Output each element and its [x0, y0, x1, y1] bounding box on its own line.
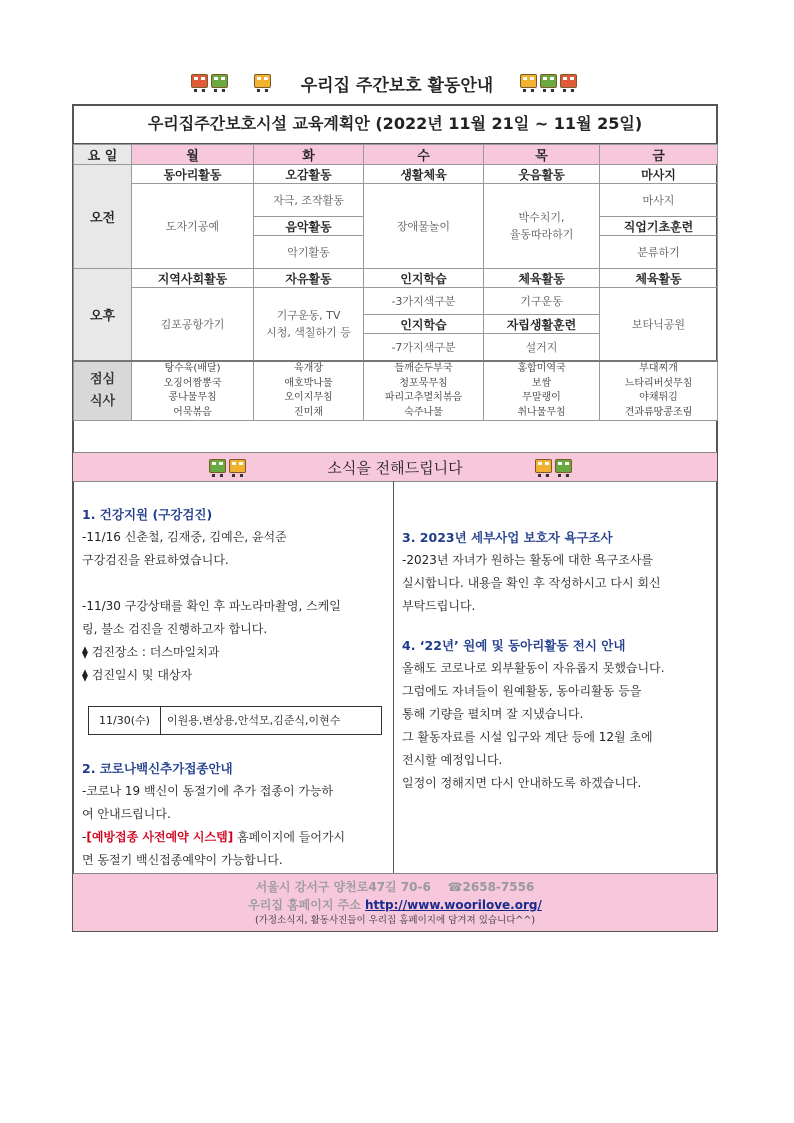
- page-title: 우리집 주간보호 활동안내: [300, 76, 494, 96]
- menu-item: 오이지무침: [284, 392, 333, 403]
- menu-item: 홍합미역국: [517, 363, 566, 374]
- paragraph-line: 올해도 코로나로 외부활동이 자유롭지 못했습니다.: [402, 661, 665, 675]
- activity-detail: -7가지색구분: [364, 334, 484, 362]
- paragraph-line: 일정이 정해지면 다시 안내하도록 하겠습니다.: [402, 776, 642, 790]
- menu-item: 무말랭이: [522, 392, 561, 403]
- paragraph-line: 여 안내드립니다.: [82, 807, 171, 821]
- day-tue: 화: [254, 145, 364, 165]
- lunch-menu-mon: [132, 361, 254, 421]
- activity-title: 자유활동: [254, 269, 364, 288]
- menu-item: 파리고추멸치볶음: [384, 392, 463, 403]
- menu-item: 들깨순두부국: [394, 363, 453, 374]
- activity-title: 오감활동: [254, 165, 364, 184]
- bullet-item: ⧫ 검진장소 : 더스마일치과: [82, 645, 220, 659]
- menu-item: 야채튀김: [639, 392, 678, 403]
- activity-detail: 도자기공예: [132, 184, 254, 269]
- day-mon: 월: [132, 145, 254, 165]
- menu-item: 부대찌개: [639, 363, 678, 374]
- activity-title: 인지학습: [364, 315, 484, 334]
- activity-title: 자립생활훈련: [484, 315, 600, 334]
- homepage-label: 우리집 홈페이지 주소: [248, 898, 361, 912]
- text-rest: 홈페이지에 들어가시: [233, 830, 346, 844]
- day-label: 요 일: [74, 145, 132, 165]
- train-icon: [535, 459, 572, 473]
- menu-item: 느타리버섯무침: [624, 377, 693, 389]
- activity-title: 생활체육: [364, 165, 484, 184]
- checkup-table: [88, 706, 382, 735]
- lunch-label-line: 점심: [89, 372, 116, 387]
- news-bar: [73, 452, 717, 482]
- lunch-label: [74, 361, 132, 421]
- paragraph-line: 링, 불소 검진을 진행하고자 합니다.: [82, 622, 268, 636]
- menu-item: 숙주나물: [404, 406, 443, 418]
- menu-item: 취나물무침: [517, 406, 566, 418]
- afternoon-label: 오후: [74, 269, 132, 362]
- lunch-menu-wed: [364, 361, 484, 421]
- section-heading: 1. 건강지원 (구강검진): [82, 507, 213, 522]
- activity-detail: 보타닉공원: [600, 288, 718, 362]
- paragraph-line: 그럼에도 자녀들이 원예활동, 동아리활동 등을: [402, 684, 642, 698]
- paragraph-line: 실시합니다. 내용을 확인 후 작성하시고 다시 회신: [402, 576, 661, 590]
- train-icon: [520, 74, 577, 88]
- activity-title: 웃음활동: [484, 165, 600, 184]
- section-heading: 2. 코로나백신추가접종안내: [82, 761, 233, 776]
- address: 서울시 강서구 양천로47길 70-6: [255, 880, 431, 894]
- paragraph-line: -11/30 구강상태를 확인 후 파노라마촬영, 스케일: [82, 599, 341, 613]
- activity-detail: 기구운동: [484, 288, 600, 315]
- menu-item: 애호박나물: [284, 377, 333, 389]
- activity-detail: [254, 288, 364, 362]
- activity-title: 체육활동: [484, 269, 600, 288]
- activity-detail: 자극, 조작활동: [254, 184, 364, 217]
- menu-item: 보쌈: [531, 377, 552, 389]
- lunch-menu-tue: [254, 361, 364, 421]
- activity-detail: [484, 184, 600, 269]
- menu-item: 탕수육(배달): [164, 363, 221, 374]
- paragraph-line: 구강검진을 완료하였습니다.: [82, 553, 229, 567]
- news-left-column: [82, 503, 388, 687]
- footer-homepage-line: [73, 896, 717, 914]
- day-wed: 수: [364, 145, 484, 165]
- paragraph-line: -2023년 자녀가 원하는 활동에 대한 욕구조사를: [402, 553, 654, 567]
- reservation-system-label: [예방접종 사전예약 시스템]: [86, 830, 234, 844]
- news-title: 소식을 전해드립니다: [327, 459, 463, 477]
- activity-detail: 마사지: [600, 184, 718, 217]
- paragraph-line: 면 동절기 백신접종예약이 가능합니다.: [82, 853, 283, 867]
- menu-item: 육개장: [294, 363, 323, 374]
- bullet-item: ⧫ 검진일시 및 대상자: [82, 668, 193, 682]
- phone: ☎2658-7556: [447, 880, 535, 894]
- activity-detail: 설거지: [484, 334, 600, 362]
- paragraph-line: 그 활동자료를 시설 입구와 계단 등에 12월 초에: [402, 730, 653, 744]
- activity-title: 인지학습: [364, 269, 484, 288]
- detail-line: 박수치기,: [518, 211, 565, 224]
- news-left-column-2: [82, 757, 388, 872]
- activity-detail: 분류하기: [600, 236, 718, 269]
- morning-label: 오전: [74, 165, 132, 269]
- column-divider: [393, 481, 394, 873]
- checkup-date: 11/30(수): [89, 707, 161, 734]
- day-thu: 목: [484, 145, 600, 165]
- activity-detail: 김포공항가기: [132, 288, 254, 362]
- activity-title: 동아리활동: [132, 165, 254, 184]
- news-right-column: [402, 526, 714, 795]
- activity-title: 지역사회활동: [132, 269, 254, 288]
- paragraph-line: 부탁드립니다.: [402, 599, 476, 613]
- lunch-menu-fri: [600, 361, 718, 421]
- paragraph-line: [82, 826, 388, 849]
- detail-line: 기구운동, TV: [276, 309, 341, 322]
- activity-detail: 악기활동: [254, 236, 364, 269]
- plan-title: 우리집주간보호시설 교육계획안 (2022년 11월 21일 ~ 11월 25일): [72, 104, 718, 144]
- menu-item: 견과류땅콩조림: [624, 406, 693, 418]
- activity-title: 직업기초훈련: [600, 217, 718, 236]
- checkup-names: 이원용,변상용,안석모,김준식,이현수: [167, 714, 341, 727]
- detail-line: 율동따라하기: [509, 228, 574, 241]
- text-prefix: -: [82, 830, 87, 844]
- lunch-menu-thu: [484, 361, 600, 421]
- schedule-table: [73, 144, 718, 421]
- detail-line: 시청, 색칠하기 등: [266, 326, 351, 339]
- section-heading: 4. ‘22년’ 원예 및 동아리활동 전시 안내: [402, 638, 626, 653]
- activity-title: 음악활동: [254, 217, 364, 236]
- activity-title: 마사지: [600, 165, 718, 184]
- footer-note: (가정소식지, 활동사진들이 우리집 홈페이지에 담겨져 있습니다^^): [254, 915, 536, 926]
- activity-detail: -3가지색구분: [364, 288, 484, 315]
- paragraph-line: 전시할 예정입니다.: [402, 753, 503, 767]
- activity-title: 체육활동: [600, 269, 718, 288]
- homepage-link[interactable]: http://www.woorilove.org/: [365, 898, 542, 912]
- menu-item: 진미채: [294, 406, 323, 418]
- activity-detail: 장애물놀이: [364, 184, 484, 269]
- paragraph-line: 통해 기량을 펼치며 잘 지냈습니다.: [402, 707, 584, 721]
- day-fri: 금: [600, 145, 718, 165]
- menu-item: 콩나물무침: [168, 392, 217, 403]
- menu-item: 어묵볶음: [173, 406, 212, 418]
- menu-item: 오징어짬뽕국: [163, 377, 222, 389]
- footer-address-line: [73, 878, 717, 896]
- section-heading: 3. 2023년 세부사업 보호자 욕구조사: [402, 530, 613, 545]
- menu-item: 청포묵무침: [399, 377, 448, 389]
- paragraph-line: -코로나 19 백신이 동절기에 추가 접종이 가능하: [82, 784, 334, 798]
- paragraph-line: -11/16 신춘철, 김재중, 김예은, 윤석준: [82, 530, 287, 544]
- lunch-label-line: 식사: [89, 394, 116, 409]
- footer: [73, 873, 717, 931]
